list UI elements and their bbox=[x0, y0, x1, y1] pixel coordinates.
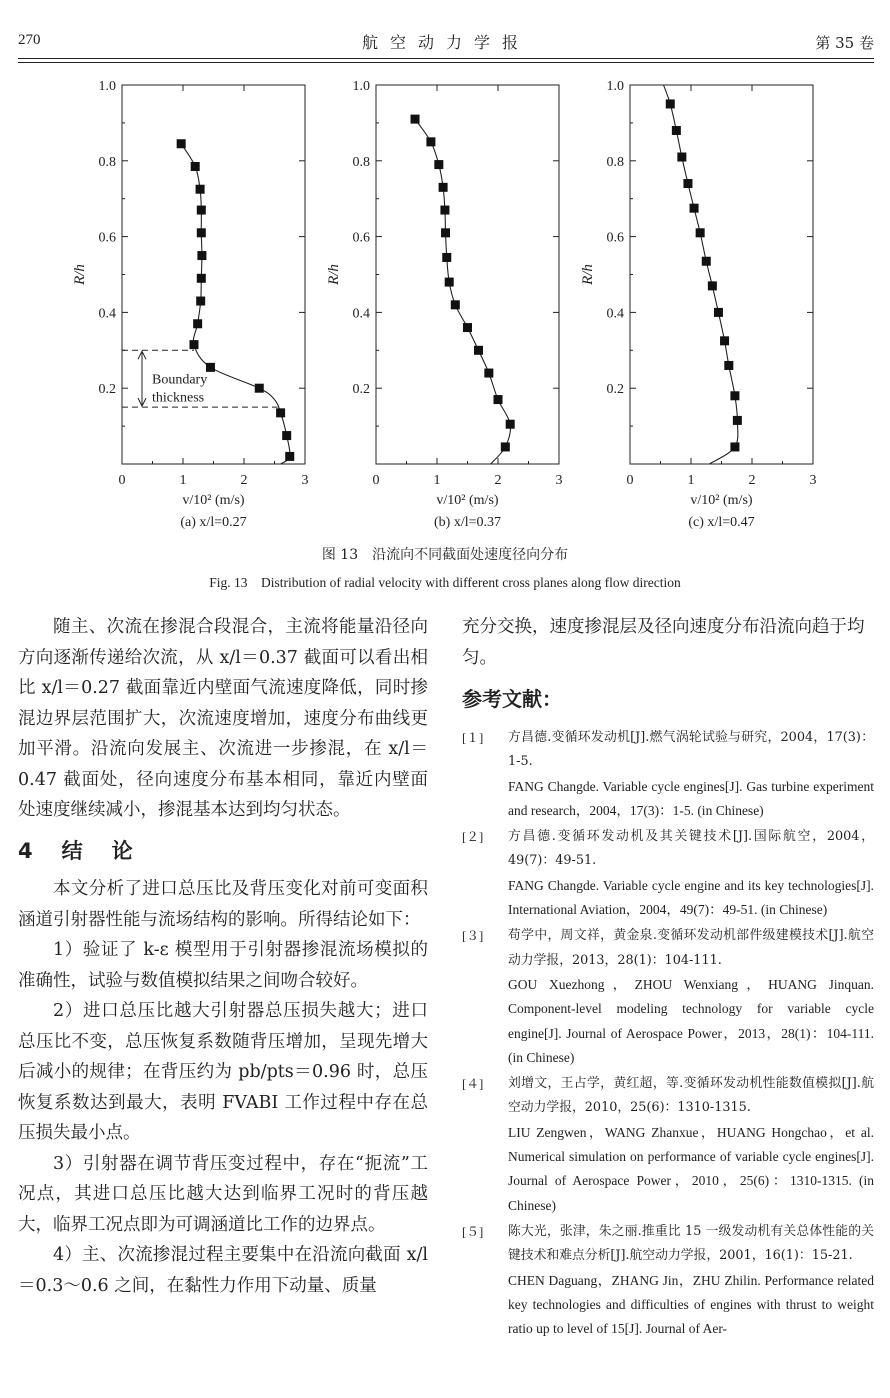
y-tick-label: 0.2 bbox=[606, 382, 624, 398]
data-point bbox=[677, 153, 686, 162]
data-point bbox=[696, 228, 705, 237]
data-point bbox=[690, 204, 699, 213]
x-axis-label: v/10² (m/s) bbox=[690, 493, 753, 508]
data-point bbox=[196, 297, 205, 306]
reference-en: LIU Zengwen，WANG Zhanxue，HUANG Hongchao，et al. Numerical simulation on performance of variable cycle engines[J]. Journal of Aerospace Power，2010，25(6)：1310-1315. (in Chinese) bbox=[508, 1124, 874, 1213]
data-point bbox=[197, 274, 206, 283]
x-tick-label: 2 bbox=[240, 473, 248, 488]
data-point bbox=[442, 253, 451, 262]
data-point bbox=[285, 452, 294, 461]
chart-panel bbox=[326, 79, 563, 530]
y-tick-label: 1.0 bbox=[98, 79, 116, 94]
data-point bbox=[702, 257, 711, 266]
x-tick-label: 1 bbox=[433, 473, 441, 488]
body-paragraph: 随主、次流在掺混合段混合，主流将能量沿径向方向逐渐传递给次流，从 x/l＝0.37 截面可以看出相比 x/l＝0.27 截面靠近内壁面气流速度降低，同时掺混边界层范围扩大，次流速度增加，速度分布曲线更加平滑。沿流向发展主、次流进一步掺混，在 x/l＝0.47 截面处，径向速度分布基本相同，靠近内壁面处速度继续减小，掺混基本达到均匀状态。 bbox=[18, 617, 428, 820]
x-axis-label: v/10² (m/s) bbox=[436, 493, 499, 508]
volume-label: 第 35 卷 bbox=[815, 34, 874, 52]
data-point bbox=[434, 160, 443, 169]
panel-caption: (c) x/l=0.47 bbox=[688, 515, 755, 530]
reference-number: [５] bbox=[462, 1224, 484, 1239]
data-point bbox=[189, 340, 198, 349]
data-point bbox=[196, 185, 205, 194]
x-tick-label: 1 bbox=[687, 473, 695, 488]
conclusion-item: 2）进口总压比越大引射器总压损失越大；进口总压比不变，总压恢复系数随背压增加，呈现先增大后减小的规律；在背压约为 pb/pts＝0.96 时，总压恢复系数达到最大，表明 FVABI 工作过程中存在总压损失最小点。 bbox=[18, 1001, 428, 1143]
x-axis-label: v/10² (m/s) bbox=[182, 493, 245, 508]
data-point bbox=[666, 99, 675, 108]
header-rule bbox=[18, 58, 874, 59]
y-tick-label: 1.0 bbox=[606, 79, 624, 94]
data-point bbox=[683, 179, 692, 188]
panel-caption: (b) x/l=0.37 bbox=[434, 515, 501, 530]
reference-en: CHEN Daguang，ZHANG Jin，ZHU Zhilin. Performance related key technologies and difficulties of engines with thrust to weight ratio up to level of 15[J]. Journal of Aer- bbox=[508, 1272, 874, 1337]
x-tick-label: 1 bbox=[179, 473, 187, 488]
header-rule-thin bbox=[18, 62, 874, 63]
reference-item bbox=[462, 924, 874, 1070]
data-point bbox=[197, 206, 206, 215]
x-tick-label: 3 bbox=[809, 473, 817, 488]
data-point bbox=[197, 251, 206, 260]
reference-cn: 方昌德.变循环发动机及其关键技术[J].国际航空，2004，49(7)：49-51. bbox=[508, 829, 874, 869]
data-point bbox=[494, 395, 503, 404]
reference-cn: 苟学中，周文祥，黄金泉.变循环发动机部件级建模技术[J].航空动力学报，2013，28(1)：104-111. bbox=[508, 928, 874, 968]
data-point bbox=[506, 420, 515, 429]
section-heading: 4 结 论 bbox=[18, 838, 137, 863]
data-point bbox=[191, 162, 200, 171]
data-point bbox=[708, 281, 717, 290]
reference-item bbox=[462, 726, 874, 823]
data-point bbox=[440, 206, 449, 215]
y-tick-label: 0.6 bbox=[606, 230, 624, 246]
conclusion-item: 1）验证了 k-ε 模型用于引射器掺混流场模拟的准确性，试验与数值模拟结果之间吻合较好。 bbox=[18, 940, 428, 991]
data-point bbox=[501, 442, 510, 451]
reference-number: [１] bbox=[462, 731, 484, 745]
data-point bbox=[426, 137, 435, 146]
data-point bbox=[439, 183, 448, 192]
journal-title: 航空动力学报 bbox=[361, 33, 530, 52]
references-heading: 参考文献： bbox=[462, 687, 562, 711]
left-column bbox=[18, 612, 428, 1301]
y-tick-label: 0.8 bbox=[606, 154, 624, 170]
data-point bbox=[177, 139, 186, 148]
conclusion-item: 4）主、次流掺混过程主要集中在沿流向截面 x/l＝0.3～0.6 之间，在黏性力作用下动量、质量 bbox=[18, 1245, 428, 1296]
x-tick-label: 0 bbox=[118, 473, 126, 488]
plot-frame bbox=[376, 85, 559, 464]
reference-cn: 刘增文，王占学，黄红超，等.变循环发动机性能数值模拟[J].航空动力学报，2010，25(6)：1310-1315. bbox=[508, 1076, 874, 1116]
data-point bbox=[474, 346, 483, 355]
reference-item bbox=[462, 1072, 874, 1218]
reference-en: GOU Xuezhong，ZHOU Wenxiang，HUANG Jinquan. Component-level modeling technology for variable cycle engine[J]. Journal of Aerospace Power，2013，28(1)：104-111. (in Chinese) bbox=[508, 976, 874, 1065]
data-point bbox=[720, 336, 729, 345]
series-line bbox=[415, 119, 510, 464]
reference-number: [４] bbox=[462, 1077, 484, 1092]
data-point bbox=[714, 308, 723, 317]
y-tick-label: 0.2 bbox=[352, 382, 370, 398]
data-point bbox=[451, 300, 460, 309]
x-tick-label: 3 bbox=[301, 473, 309, 488]
data-point bbox=[730, 442, 739, 451]
chart-panel bbox=[72, 79, 309, 530]
reference-number: [２] bbox=[462, 830, 484, 845]
y-tick-label: 0.8 bbox=[98, 154, 116, 170]
y-tick-label: 0.4 bbox=[606, 306, 624, 322]
y-tick-label: 0.2 bbox=[98, 382, 116, 398]
y-tick-label: 0.6 bbox=[98, 230, 116, 246]
y-tick-label: 0.4 bbox=[98, 306, 116, 322]
right-column bbox=[462, 612, 874, 1343]
reference-cn: 方昌德.变循环发动机[J].燃气涡轮试验与研究，2004，17(3)：1-5. bbox=[508, 730, 874, 770]
x-tick-label: 2 bbox=[494, 473, 502, 488]
page-header bbox=[18, 28, 874, 56]
data-point bbox=[276, 408, 285, 417]
body-paragraph: 本文分析了进口总压比及背压变化对前可变面积涵道引射器性能与流场结构的影响。所得结论如下： bbox=[18, 879, 428, 930]
data-point bbox=[206, 363, 215, 372]
y-tick-label: 0.8 bbox=[352, 154, 370, 170]
y-tick-label: 0.6 bbox=[352, 230, 370, 246]
reference-cn: 陈大光，张津，朱之丽.推重比 15 一级发动机有关总体性能的关键技术和难点分析[J].航空动力学报，2001，16(1)：15-21. bbox=[508, 1223, 874, 1264]
y-axis-label: R/h bbox=[72, 264, 88, 285]
y-tick-label: 0.4 bbox=[352, 306, 370, 322]
reference-number: [３] bbox=[462, 929, 484, 944]
data-point bbox=[282, 431, 291, 440]
data-point bbox=[197, 228, 206, 237]
figure-13 bbox=[60, 66, 830, 530]
x-tick-label: 2 bbox=[748, 473, 756, 488]
y-axis-label: R/h bbox=[580, 264, 596, 285]
panel-caption: (a) x/l=0.27 bbox=[180, 515, 247, 530]
data-point bbox=[463, 323, 472, 332]
x-tick-label: 0 bbox=[626, 473, 634, 488]
conclusion-item: 3）引射器在调节背压变过程中，存在“扼流”工况点，其进口总压比越大达到临界工况时的背压越大，临界工况点即为可调涵道比工作的边界点。 bbox=[18, 1153, 428, 1235]
reference-en: FANG Changde. Variable cycle engines[J]. Gas turbine experiment and research，2004，17(3)：1-5. (in Chinese) bbox=[508, 778, 874, 818]
annotation-label: Boundary bbox=[152, 372, 208, 388]
data-point bbox=[441, 228, 450, 237]
figure-caption-en: Fig. 13 Distribution of radial velocity with different cross planes along flow direction bbox=[209, 575, 681, 590]
data-point bbox=[193, 319, 202, 328]
reference-item bbox=[462, 825, 874, 922]
data-point bbox=[445, 278, 454, 287]
y-axis-label: R/h bbox=[326, 264, 342, 285]
data-point bbox=[724, 361, 733, 370]
figure-caption-cn: 图 13 沿流向不同截面处速度径向分布 bbox=[321, 547, 569, 563]
page-number: 270 bbox=[18, 32, 41, 48]
annotation-label: thickness bbox=[152, 390, 205, 406]
data-point bbox=[730, 391, 739, 400]
plot-frame bbox=[630, 85, 813, 464]
data-point bbox=[733, 416, 742, 425]
reference-en: FANG Changde. Variable cycle engine and its key technologies[J]. International Aviation，2004，49(7)：49-51. (in Chinese) bbox=[508, 877, 874, 918]
x-tick-label: 3 bbox=[555, 473, 563, 488]
data-point bbox=[411, 115, 420, 124]
data-point bbox=[484, 369, 493, 378]
series-line bbox=[664, 85, 738, 464]
reference-item bbox=[462, 1220, 874, 1341]
data-point bbox=[672, 126, 681, 135]
y-tick-label: 1.0 bbox=[352, 79, 370, 94]
body-paragraph: 充分交换，速度掺混层及径向速度分布沿流向趋于均匀。 bbox=[462, 617, 865, 668]
x-tick-label: 0 bbox=[372, 473, 380, 488]
chart-panel bbox=[580, 79, 817, 530]
data-point bbox=[255, 384, 264, 393]
